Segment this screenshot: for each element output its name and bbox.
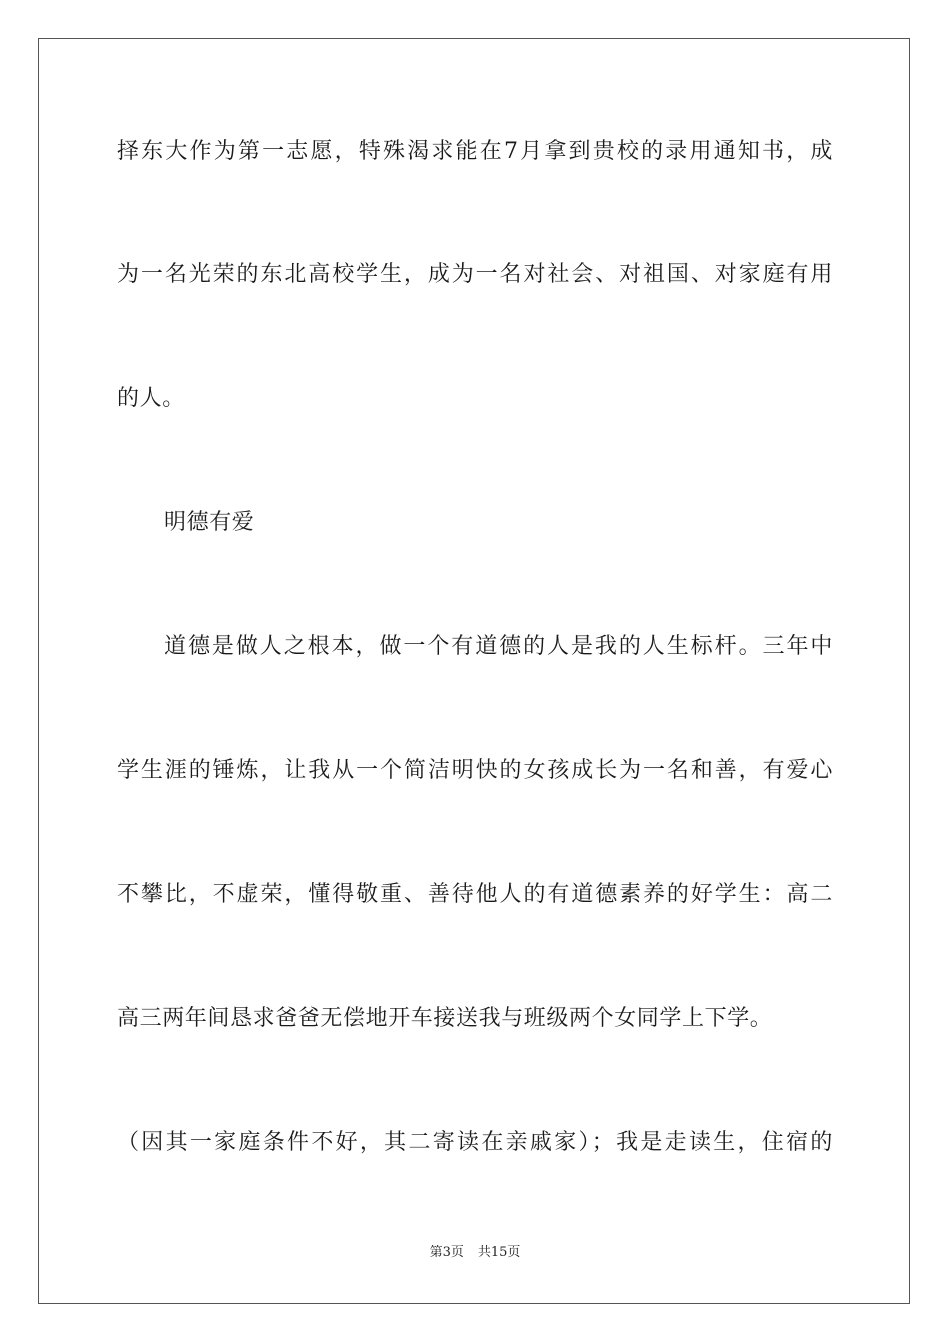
page-total: 共15页 — [477, 1245, 521, 1260]
body-text-line: 的人。 — [117, 386, 185, 411]
body-text-line: 择东大作为第一志愿，特殊渴求能在7月拿到贵校的录用通知书，成 — [117, 139, 833, 164]
body-text-line: 道德是做人之根本，做一个有道德的人是我的人生标杆。三年中 — [164, 634, 833, 659]
body-text-line: 不攀比，不虚荣，懂得敬重、善待他人的有道德素养的好学生：高二 — [117, 882, 833, 907]
body-text-line: 为一名光荣的东北高校学生，成为一名对社会、对祖国、对家庭有用 — [117, 262, 833, 287]
page-border — [38, 38, 910, 1304]
page-footer — [0, 1244, 950, 1262]
section-heading: 明德有爱 — [164, 510, 255, 535]
page-number: 第3页 — [429, 1245, 464, 1260]
body-text-line: 高三两年间恳求爸爸无偿地开车接送我与班级两个女同学上下学。 — [117, 1006, 773, 1031]
body-text-line: （因其一家庭条件不好，其二寄读在亲戚家）；我是走读生，住宿的 — [117, 1130, 833, 1155]
body-text-line: 学生涯的锤炼，让我从一个简洁明快的女孩成长为一名和善，有爱心 — [117, 758, 833, 783]
